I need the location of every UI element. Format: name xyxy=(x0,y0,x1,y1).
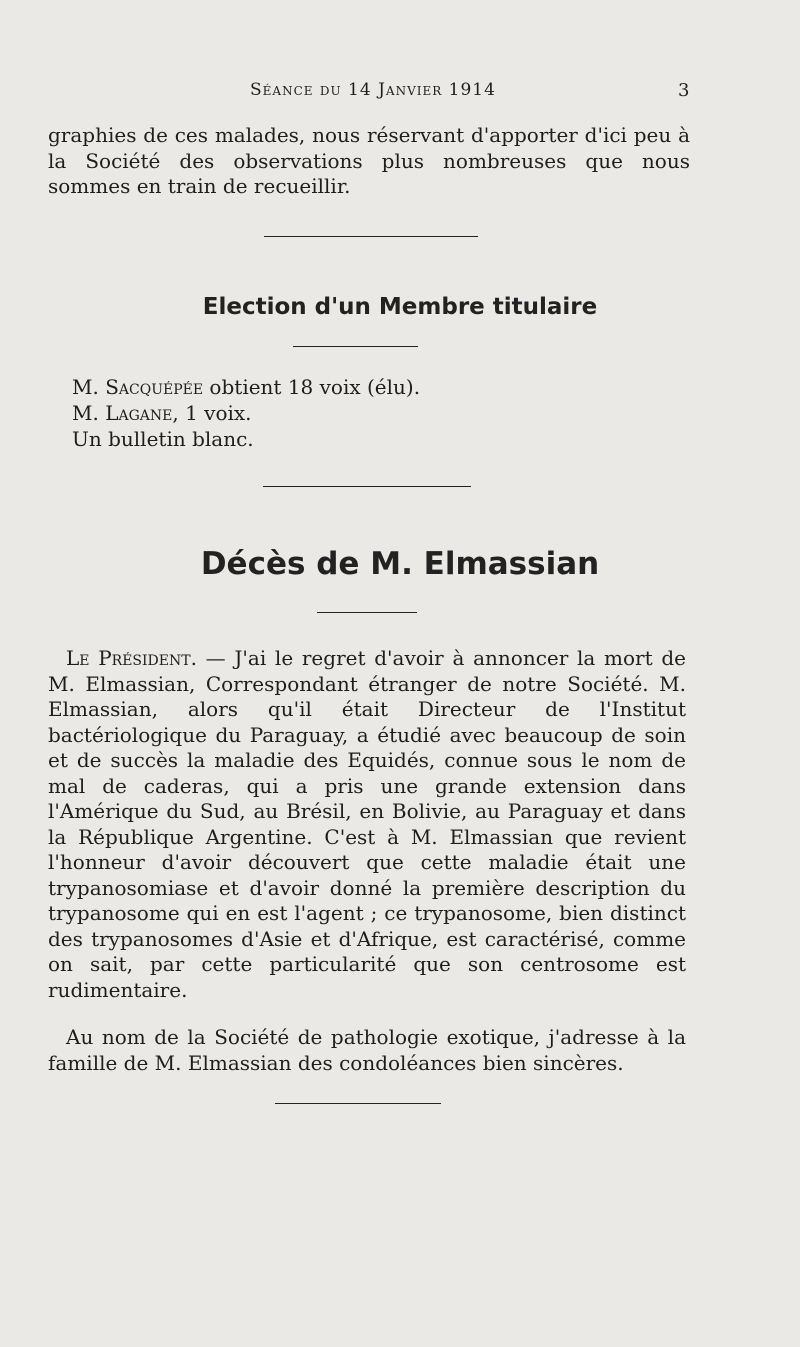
election-results xyxy=(72,374,420,452)
section-divider xyxy=(264,236,478,237)
vote-text: , 1 voix. xyxy=(172,401,252,425)
deces-body xyxy=(48,646,686,1076)
section-divider xyxy=(263,486,471,487)
page-header xyxy=(0,80,800,104)
intro-paragraph xyxy=(48,123,690,200)
vote-text: obtient 18 voix (élu). xyxy=(203,375,421,399)
candidate-name: M. Sacquépée xyxy=(72,375,204,399)
page-number: 3 xyxy=(678,80,690,101)
heading-underline xyxy=(317,612,417,613)
vote-line xyxy=(72,426,420,452)
election-heading: Election d'un Membre titulaire xyxy=(202,294,598,320)
vote-text: Un bulletin blanc. xyxy=(72,427,254,451)
deces-text: — J'ai le regret d'avoir à annoncer la mort de M. Elmassian, Correspondant étranger de notre Société. M. Elmassian, alors qu'il était Directeur de l'Institut bactériologique du Paraguay, a étudié avec beaucoup de soin et de succès la maladie des Equidés, connue sous le nom de mal de caderas, qui a pris une grande extension dans l'Amérique du Sud, au Brésil, en Bolivie, au Paraguay et dans la République Argentine. C'est à M. Elmassian que revient l'honneur d'avoir découvert que cette maladie était une trypanosomiase et d'avoir donné la première description du trypanosome qui en est l'agent ; ce trypanosome, bien distinct des trypanosomes d'Asie et d'Afrique, est caractérisé, comme on sait, par cette particularité que son centrosome est rudimentaire. xyxy=(48,646,686,1002)
speaker-label: Le Président. xyxy=(66,646,197,670)
deces-heading: Décès de M. Elmassian xyxy=(200,546,600,582)
vote-line xyxy=(72,374,420,400)
vote-line xyxy=(72,400,420,426)
running-title: Séance du 14 Janvier 1914 xyxy=(250,80,496,100)
intro-text: graphies de ces malades, nous réservant d'apporter d'ici peu à la Société des observations plus nombreuses que nous sommes en train de recueillir. xyxy=(48,123,690,198)
end-divider xyxy=(275,1103,441,1104)
deces-paragraph-1 xyxy=(48,646,686,1003)
deces-paragraph-2: Au nom de la Société de pathologie exotique, j'adresse à la famille de M. Elmassian des condoléances bien sincères. xyxy=(48,1025,686,1075)
candidate-name: M. Lagane xyxy=(72,401,173,425)
heading-underline xyxy=(293,346,418,347)
